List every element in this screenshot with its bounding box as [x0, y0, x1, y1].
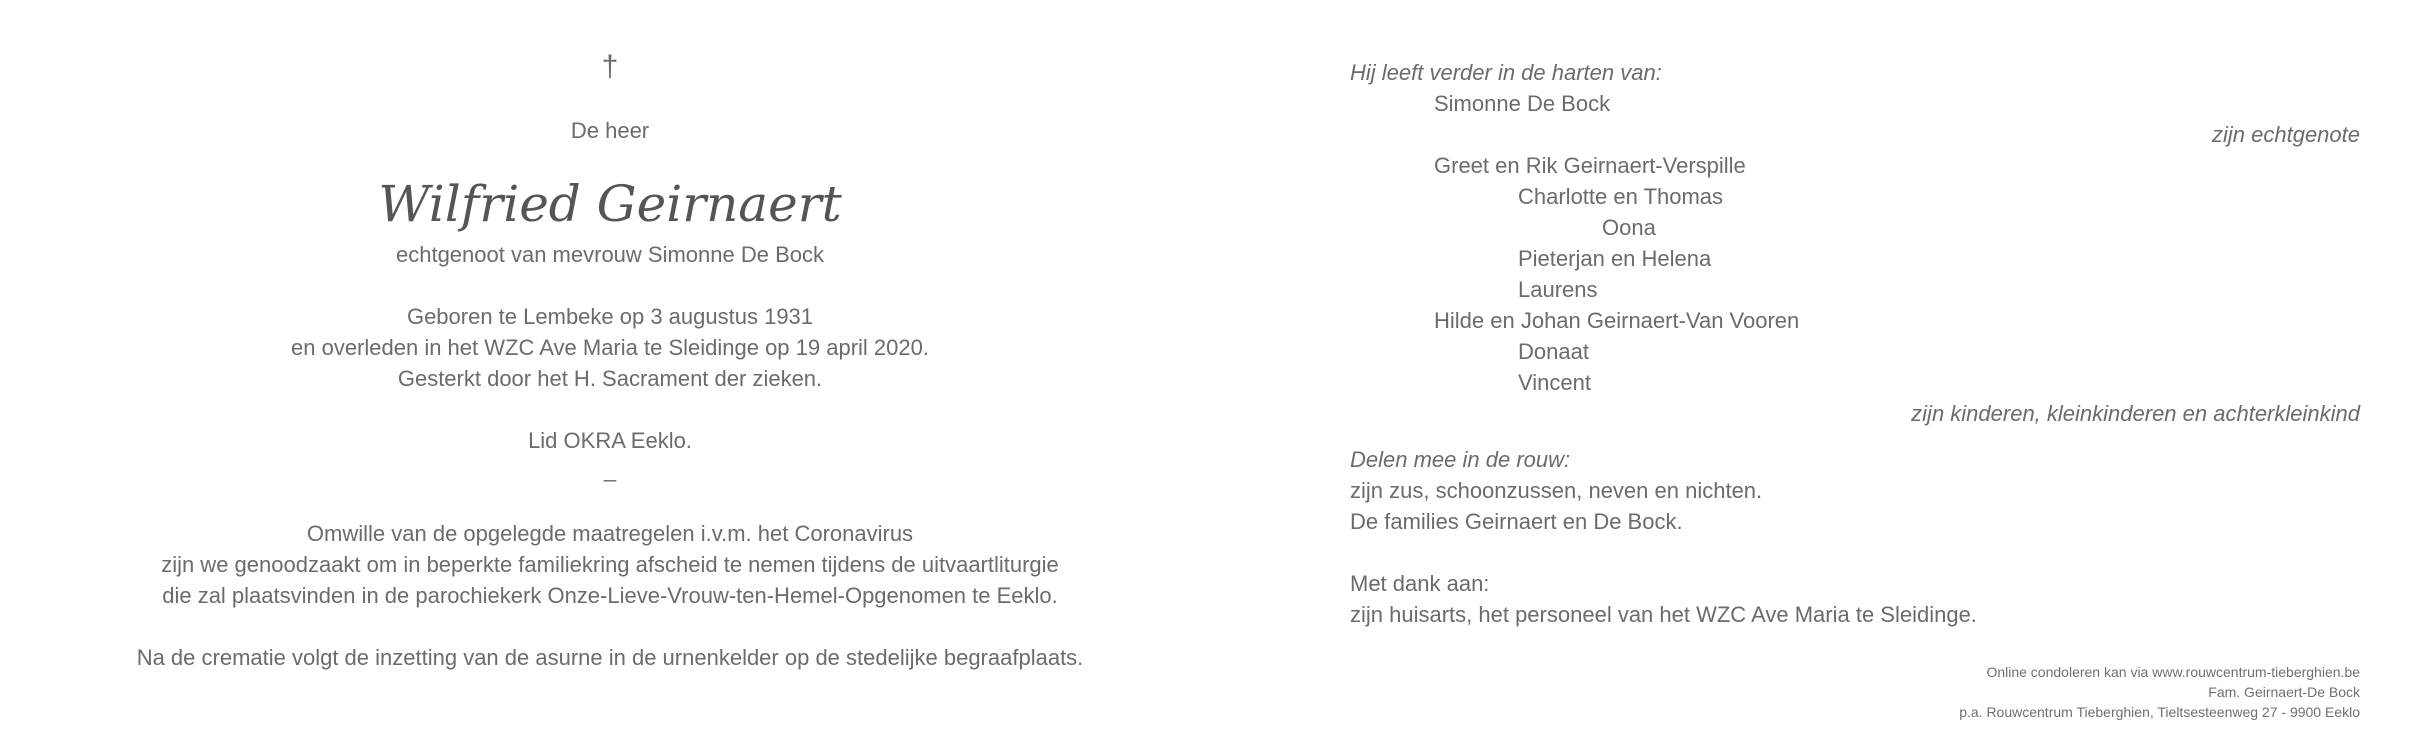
- notice-line: zijn we genoodzaakt om in beperkte familiekring afscheid te nemen tijdens de uitvaartliturgie: [161, 552, 1059, 577]
- family-member: Hilde en Johan Geirnaert-Van Vooren: [1434, 308, 1800, 333]
- family-member: Oona: [1602, 215, 1656, 240]
- family-member: Vincent: [1518, 370, 1591, 395]
- family-member: Pieterjan en Helena: [1518, 246, 1712, 271]
- right-panel: [1350, 0, 2360, 754]
- footer-address: p.a. Rouwcentrum Tieberghien, Tieltsesteenweg 27 - 9900 Eeklo: [1959, 704, 2360, 720]
- notice-line: die zal plaatsvinden in de parochiekerk Onze-Lieve-Vrouw-ten-Hemel-Opgenomen te Eeklo.: [162, 583, 1058, 608]
- membership-line: Lid OKRA Eeklo.: [528, 428, 692, 453]
- sacrament-line: Gesterkt door het H. Sacrament der zieken.: [397, 366, 823, 391]
- birth-line: Geboren te Lembeke op 3 augustus 1931: [406, 304, 814, 329]
- notice-line: Omwille van de opgelegde maatregelen i.v.m. het Coronavirus: [306, 521, 914, 546]
- share-line: zijn zus, schoonzussen, neven en nichten.: [1350, 478, 1763, 503]
- family-member: Greet en Rik Geirnaert-Verspille: [1434, 153, 1746, 178]
- wife-name: Simonne De Bock: [1434, 91, 1611, 116]
- cross-icon: †: [601, 50, 619, 83]
- footer-family: Fam. Geirnaert-De Bock: [2208, 684, 2360, 700]
- death-line: en overleden in het WZC Ave Maria te Sleidinge op 19 april 2020.: [291, 335, 929, 360]
- survivors-heading: Hij leeft verder in de harten van:: [1350, 60, 1662, 85]
- share-heading: Delen mee in de rouw:: [1350, 447, 1571, 472]
- children-role: zijn kinderen, kleinkinderen en achterkleinkind: [1911, 401, 2360, 426]
- deceased-name: Wilfried Geirnaert: [378, 175, 842, 233]
- family-member: Laurens: [1518, 277, 1598, 302]
- share-line: De families Geirnaert en De Bock.: [1350, 509, 1683, 534]
- wife-role: zijn echtgenote: [2212, 122, 2360, 147]
- honorific: De heer: [570, 118, 650, 143]
- thanks-heading: Met dank aan:: [1350, 571, 1490, 596]
- spouse-line: echtgenoot van mevrouw Simonne De Bock: [395, 242, 824, 267]
- family-member: Charlotte en Thomas: [1518, 184, 1724, 209]
- thanks-line: zijn huisarts, het personeel van het WZC Ave Maria te Sleidinge.: [1350, 602, 1977, 627]
- divider-dash: _: [603, 457, 617, 482]
- family-member: Donaat: [1518, 339, 1589, 364]
- cremation-line: Na de crematie volgt de inzetting van de asurne in de urnenkelder op de stedelijke begraafplaats.: [136, 645, 1084, 670]
- footer-condolences: Online condoleren kan via www.rouwcentrum-tieberghien.be: [1986, 664, 2360, 680]
